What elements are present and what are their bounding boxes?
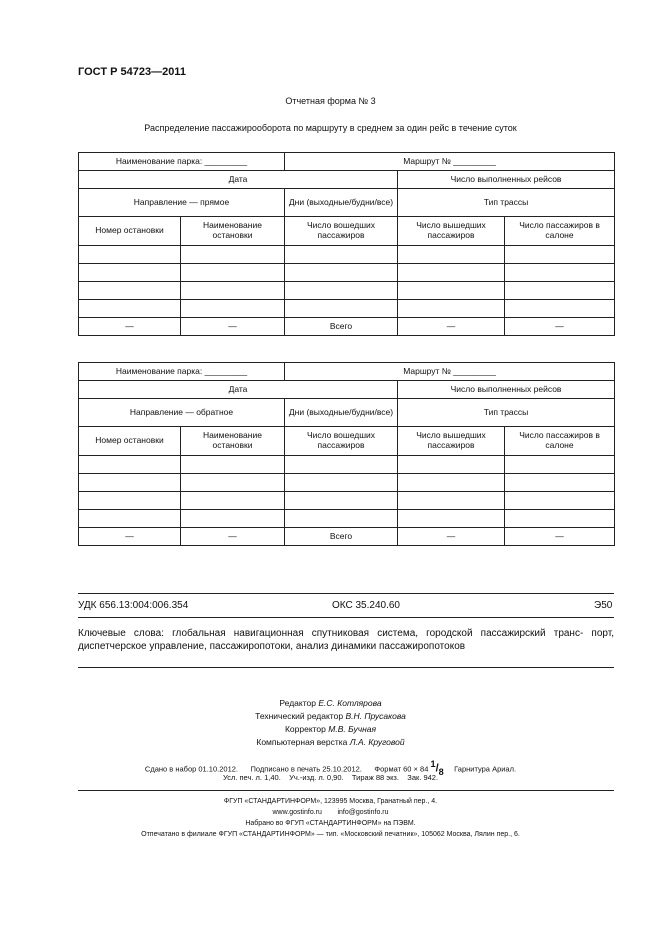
route-type-cell: Тип трассы	[398, 189, 615, 217]
keywords: Ключевые слова: глобальная навигационная спутниковая система, городской пассажирский транс- порт, диспетчерское управление, пассажиропотоки, анализ динамики пассажиропотоков	[78, 628, 614, 652]
format-fraction: $^1/_8$	[430, 759, 444, 777]
total-cell: —	[398, 528, 505, 546]
corrector-line	[0, 723, 661, 736]
route-type-cell: Тип трассы	[398, 399, 615, 427]
col-exited: Число вышедших пассажиров	[398, 427, 505, 456]
typeface: Гарнитура Ариал.	[454, 764, 517, 774]
table-row	[79, 264, 615, 282]
trips-count-cell: Число выполненных рейсов	[398, 381, 615, 399]
col-in-cabin: Число пассажиров в салоне	[505, 427, 615, 456]
table-row	[79, 300, 615, 318]
divider	[78, 617, 614, 618]
table-row	[79, 282, 615, 300]
total-label: Всего	[285, 318, 398, 336]
standard-number: ГОСТ Р 54723—2011	[78, 66, 186, 78]
report-table-forward	[78, 152, 615, 336]
park-name-cell: Наименование парка: _________	[79, 153, 285, 171]
total-cell: —	[181, 528, 285, 546]
report-table-reverse	[78, 362, 615, 546]
col-entered: Число вошедших пассажиров	[285, 427, 398, 456]
publisher-web: www.gostinfo.ru info@gostinfo.ru	[272, 809, 389, 816]
table-row	[79, 492, 615, 510]
total-cell: —	[79, 528, 181, 546]
frac-num: 1	[430, 759, 436, 769]
col-entered: Число вошедших пассажиров	[285, 217, 398, 246]
layout-label: Компьютерная верстка	[256, 737, 348, 747]
total-row	[79, 318, 615, 336]
oks-code: ОКС 35.240.60	[332, 600, 400, 611]
form-description: Распределение пассажирооборота по маршруту в среднем за один рейс в течение суток	[144, 123, 517, 133]
col-in-cabin: Число пассажиров в салоне	[505, 217, 615, 246]
direction-cell: Направление — обратное	[79, 399, 285, 427]
publisher-block	[0, 796, 661, 840]
park-name-cell: Наименование парка: _________	[79, 363, 285, 381]
layout-name: Л.А. Круговой	[349, 737, 405, 747]
corrector-label: Корректор	[284, 724, 326, 734]
editor-line	[0, 697, 661, 710]
editor-label: Редактор	[279, 698, 316, 708]
divider	[78, 667, 614, 668]
days-cell: Дни (выходные/будни/все)	[285, 399, 398, 427]
total-cell: —	[505, 318, 615, 336]
tech-editor-label: Технический редактор	[255, 711, 344, 721]
col-exited: Число вышедших пассажиров	[398, 217, 505, 246]
total-cell: —	[181, 318, 285, 336]
total-cell: —	[505, 528, 615, 546]
col-stop-name: Наименование остановки	[181, 427, 285, 456]
publisher-printed: Отпечатано в филиале ФГУП «СТАНДАРТИНФОРМ» — тип. «Московский печатник», 105062 Москва, Лялин пер., 6.	[141, 831, 520, 838]
frac-den: 8	[438, 766, 444, 777]
classification-code: Э50	[594, 600, 613, 611]
table-row	[79, 474, 615, 492]
table-row	[79, 246, 615, 264]
signed-date: Подписано в печать 25.10.2012.	[250, 764, 362, 774]
total-row	[79, 528, 615, 546]
publisher-typeset: Набрано во ФГУП «СТАНДАРТИНФОРМ» на ПЭВМ.	[245, 820, 416, 827]
corrector-name: М.В. Бучная	[328, 724, 377, 734]
total-cell: —	[398, 318, 505, 336]
table-row	[79, 510, 615, 528]
route-number-cell: Маршрут № _________	[285, 153, 615, 171]
layout-line	[0, 736, 661, 749]
divider	[78, 593, 614, 594]
direction-cell: Направление — прямое	[79, 189, 285, 217]
divider	[78, 790, 614, 791]
date-cell: Дата	[79, 381, 398, 399]
udk-code: УДК 656.13:004:006.354	[78, 600, 189, 611]
form-number: Отчетная форма № 3	[285, 96, 376, 106]
typeset-date: Сдано в набор 01.10.2012.	[144, 764, 239, 774]
print-info-line-2: Усл. печ. л. 1,40. Уч.-изд. л. 0,90. Тираж 88 экз. Зак. 942.	[222, 773, 439, 782]
publisher-address: ФГУП «СТАНДАРТИНФОРМ», 123995 Москва, Гранатный пер., 4.	[223, 798, 438, 805]
col-stop-number: Номер остановки	[79, 427, 181, 456]
table-row	[79, 456, 615, 474]
tech-editor-name: В.Н. Прусакова	[345, 711, 406, 721]
days-cell: Дни (выходные/будни/все)	[285, 189, 398, 217]
route-number-cell: Маршрут № _________	[285, 363, 615, 381]
date-cell: Дата	[79, 171, 398, 189]
col-stop-name: Наименование остановки	[181, 217, 285, 246]
tech-editor-line	[0, 710, 661, 723]
total-label: Всего	[285, 528, 398, 546]
trips-count-cell: Число выполненных рейсов	[398, 171, 615, 189]
total-cell: —	[79, 318, 181, 336]
col-stop-number: Номер остановки	[79, 217, 181, 246]
format: Формат 60 × 84	[374, 764, 429, 774]
credits-block	[0, 697, 661, 749]
editor-name: Е.С. Котлярова	[318, 698, 382, 708]
